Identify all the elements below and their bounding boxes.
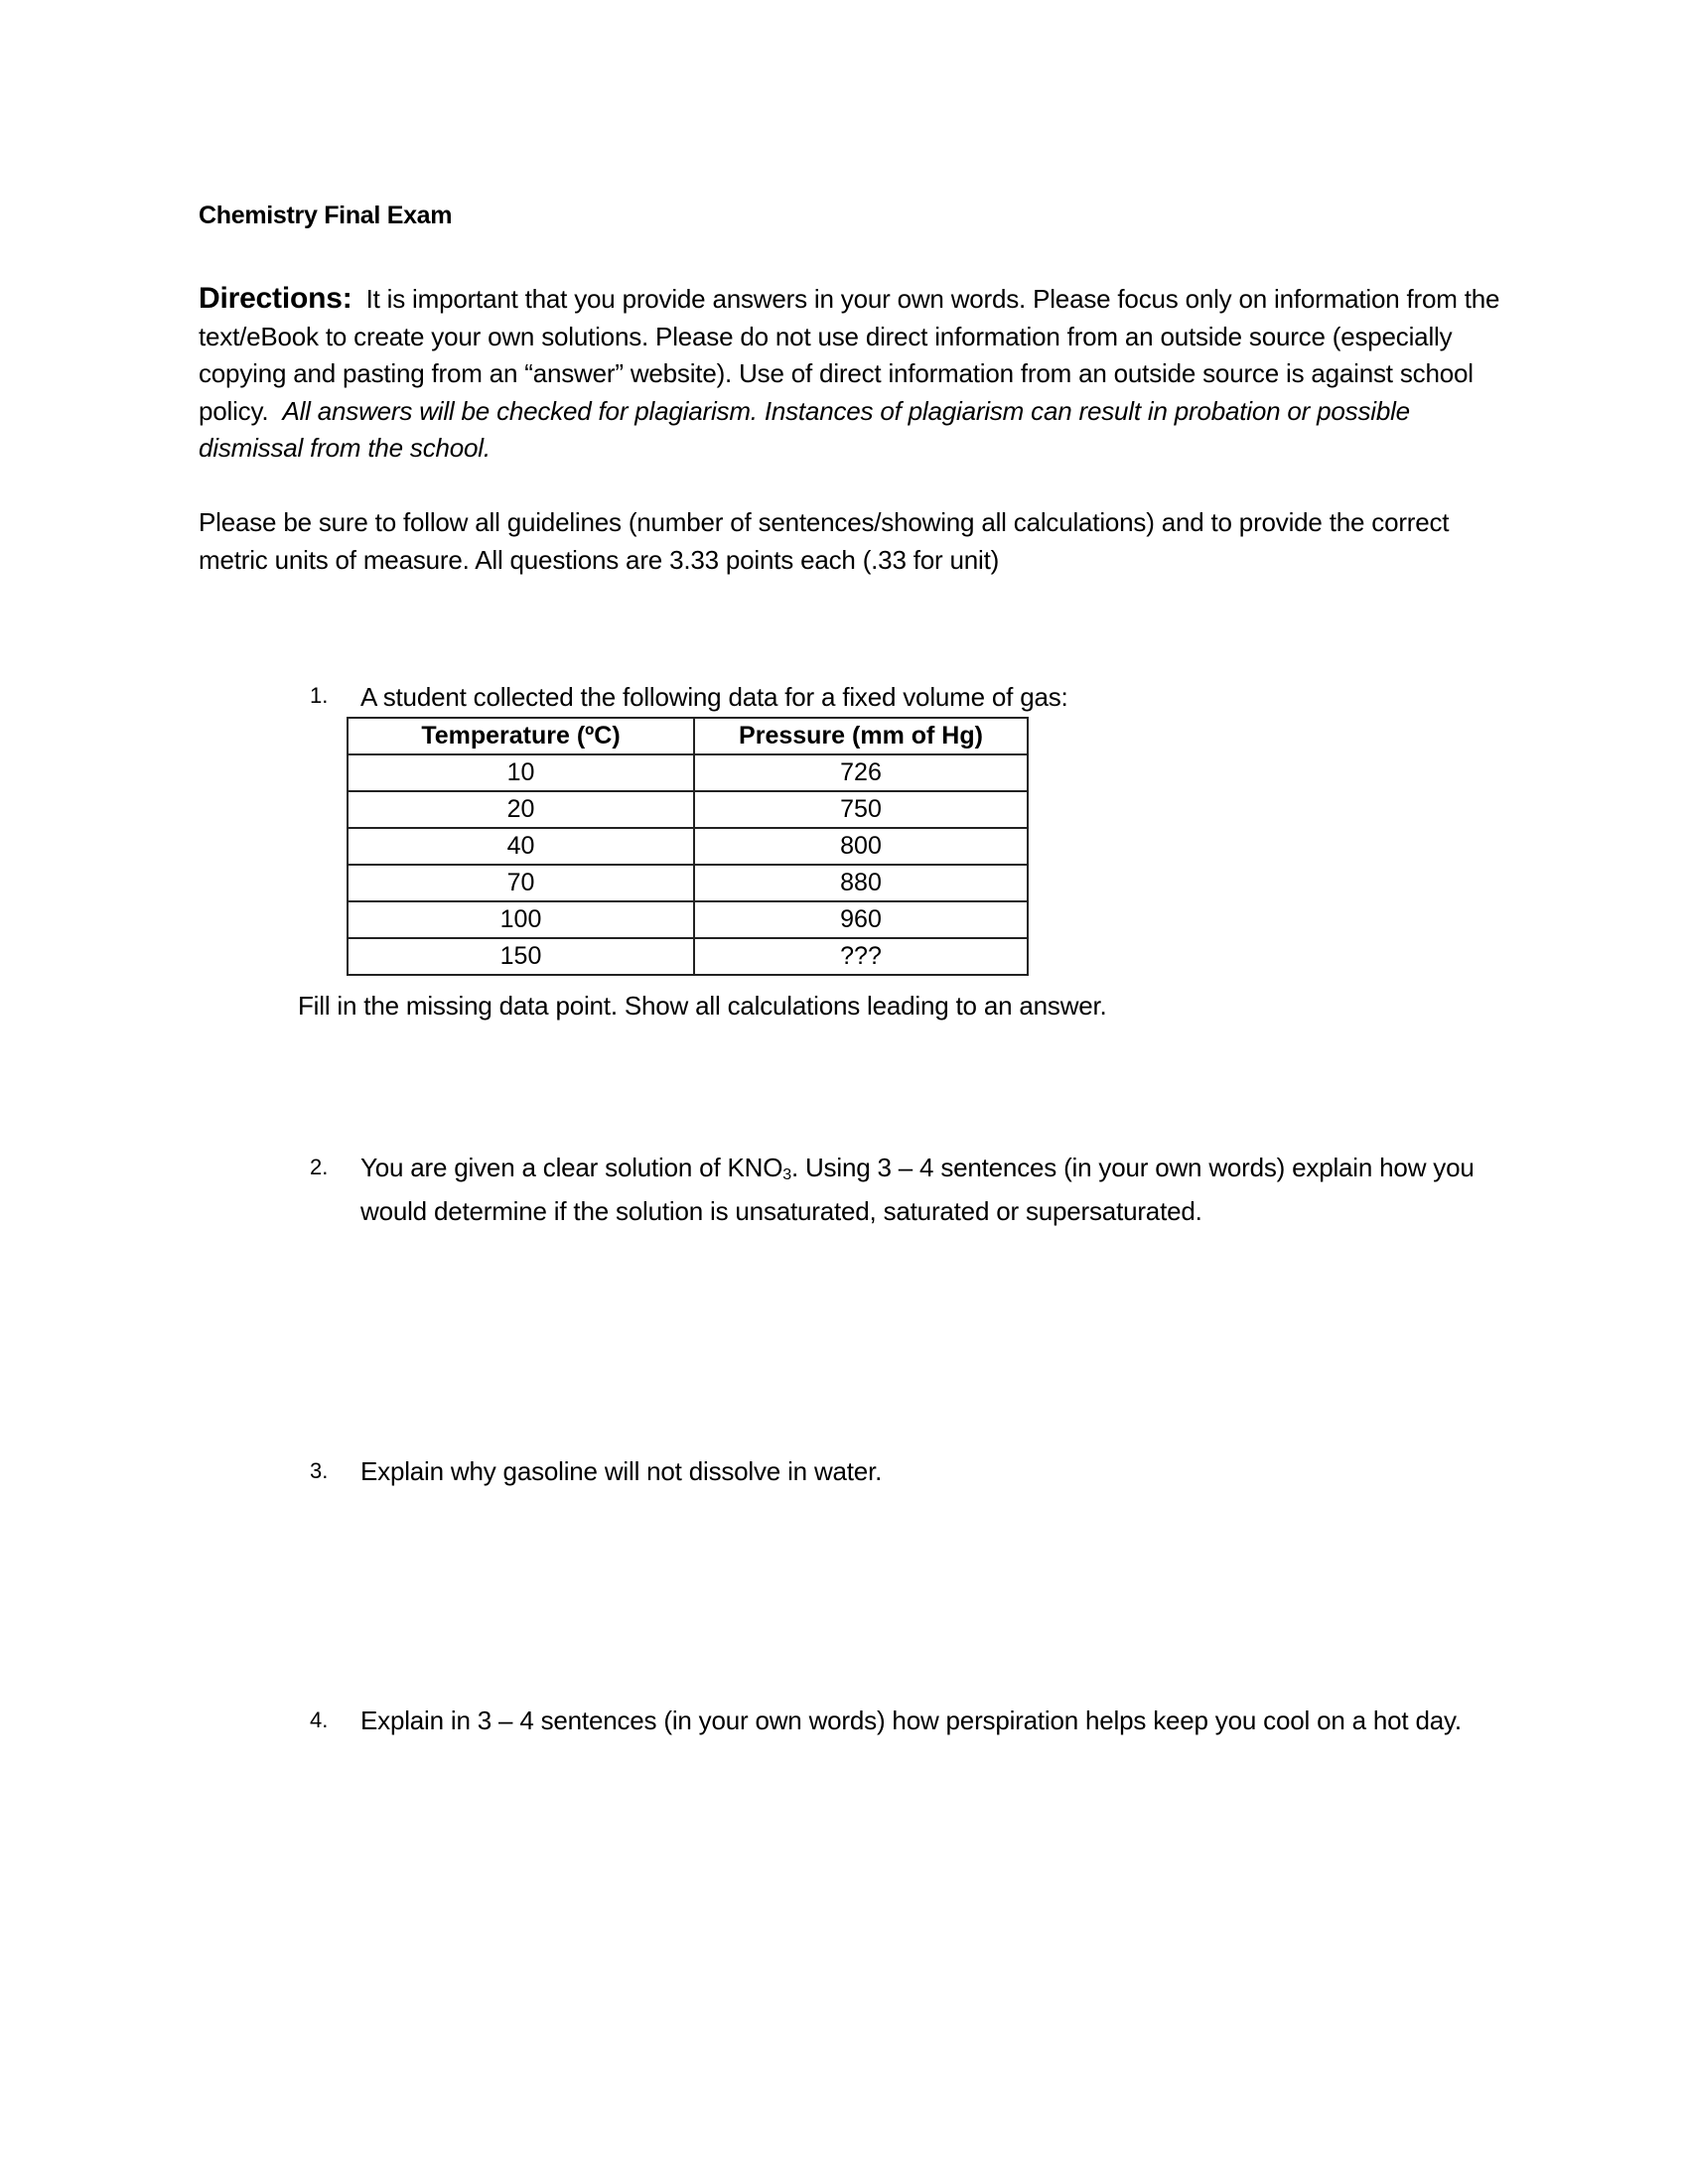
table-row xyxy=(348,901,1028,938)
pressure-header: Pressure (mm of Hg) xyxy=(694,718,1028,754)
directions-paragraph xyxy=(199,280,1509,468)
table-row xyxy=(348,791,1028,828)
temperature-cell: 150 xyxy=(348,938,694,975)
question-2-number: 2. xyxy=(310,1155,329,1179)
question-4-number: 4. xyxy=(310,1707,329,1732)
pressure-cell: 960 xyxy=(694,901,1028,938)
table-row xyxy=(348,938,1028,975)
guidelines-paragraph xyxy=(199,504,1509,579)
table-row xyxy=(348,828,1028,865)
question-1-followup: Fill in the missing data point. Show all calculations leading to an answer. xyxy=(298,991,1107,1021)
directions-warning: All answers will be checked for plagiarism. Instances of plagiarism can result in probation or possible dismissal from the school. xyxy=(199,395,1410,463)
temperature-header: Temperature (ºC) xyxy=(348,718,694,754)
directions-text: It is important that you provide answers in your own words. Please focus only on information from the text/eBook to create your own solutions. Please do not use direct information from an outside source (especially copying and pasting from an “answer” website). Use of direct information from an outside source is against school policy. xyxy=(199,284,1500,426)
pressure-cell: 800 xyxy=(694,828,1028,865)
temperature-cell: 100 xyxy=(348,901,694,938)
question-1-text: A student collected the following data for a fixed volume of gas: xyxy=(360,682,1068,712)
question-3-text: Explain why gasoline will not dissolve in water. xyxy=(360,1456,883,1486)
exam-title: Chemistry Final Exam xyxy=(199,202,453,229)
question-2-text xyxy=(360,1149,1512,1230)
guidelines-text: Please be sure to follow all guidelines (number of sentences/showing all calculations) and to provide the correct metric units of measure. All questions are 3.33 points each (.33 for unit) xyxy=(199,507,1450,575)
question-4-text: Explain in 3 – 4 sentences (in your own words) how perspiration helps keep you cool on a hot day. xyxy=(360,1706,1462,1735)
pressure-cell: ??? xyxy=(694,938,1028,975)
directions-label: Directions: xyxy=(199,282,352,315)
temperature-cell: 70 xyxy=(348,865,694,901)
question-2-text-before: You are given a clear solution of KNO xyxy=(360,1153,783,1182)
question-2-subscript: 3 xyxy=(782,1166,791,1183)
pressure-cell: 726 xyxy=(694,754,1028,791)
pressure-cell: 750 xyxy=(694,791,1028,828)
temperature-cell: 10 xyxy=(348,754,694,791)
gas-data-table xyxy=(347,717,1029,976)
temperature-cell: 20 xyxy=(348,791,694,828)
question-1-number: 1. xyxy=(310,683,329,708)
table-row xyxy=(348,754,1028,791)
temperature-cell: 40 xyxy=(348,828,694,865)
question-2-text-after: . Using 3 – 4 sentences (in your own words) explain how you would determine if the solution is unsaturated, saturated or supersaturated. xyxy=(360,1153,1475,1226)
table-header-row xyxy=(348,718,1028,754)
pressure-cell: 880 xyxy=(694,865,1028,901)
question-3-number: 3. xyxy=(310,1458,329,1483)
table-row xyxy=(348,865,1028,901)
